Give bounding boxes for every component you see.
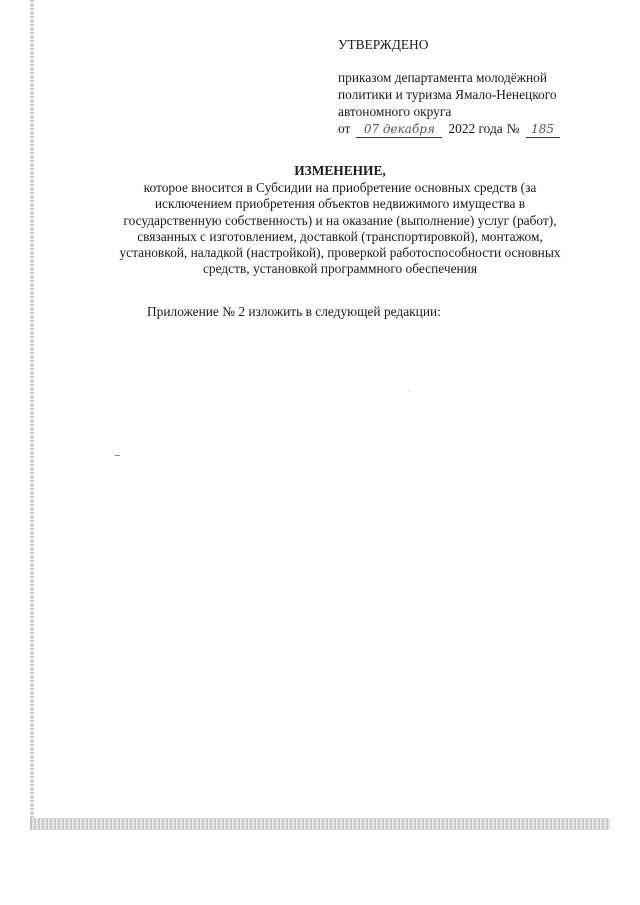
approval-title: УТВЕРЖДЕНО [338, 37, 429, 52]
scan-speck [409, 391, 410, 392]
order-reference [338, 120, 598, 138]
order-year: 2022 года [448, 121, 503, 136]
heading-line: связанных с изготовлением, доставкой (транспортировкой), монтажом, [137, 228, 543, 244]
approval-line: автономного округа [338, 104, 452, 119]
approval-line: политики и туризма Ямало-Ненецкого [338, 87, 557, 102]
heading-line: установкой, наладкой (настройкой), проверкой работоспособности основных [119, 245, 561, 261]
heading-line: государственную собственность) и на оказание (выполнение) услуг (работ), [123, 212, 557, 228]
document-heading [100, 163, 580, 277]
handwritten-order-number: 185 [526, 122, 560, 138]
approval-line: приказом департамента молодёжной [338, 70, 547, 85]
scan-speck [115, 455, 120, 456]
scan-edge-bottom [30, 818, 610, 830]
heading-line: исключением приобретения объектов недвижимого имущества в [154, 196, 526, 212]
handwritten-date: 07 декабря [356, 122, 442, 138]
order-prefix: от [338, 121, 351, 136]
scan-edge-left [30, 0, 34, 830]
heading-line: которое вносится в Субсидии на приобретение основных средств (за [143, 180, 537, 196]
document-title: ИЗМЕНЕНИЕ, [294, 163, 386, 178]
body-paragraph: Приложение № 2 изложить в следующей редакции: [147, 304, 441, 319]
number-sign: № [506, 121, 520, 136]
heading-line: средств, установкой программного обеспечения [202, 261, 478, 277]
approval-stamp-block [338, 36, 598, 138]
